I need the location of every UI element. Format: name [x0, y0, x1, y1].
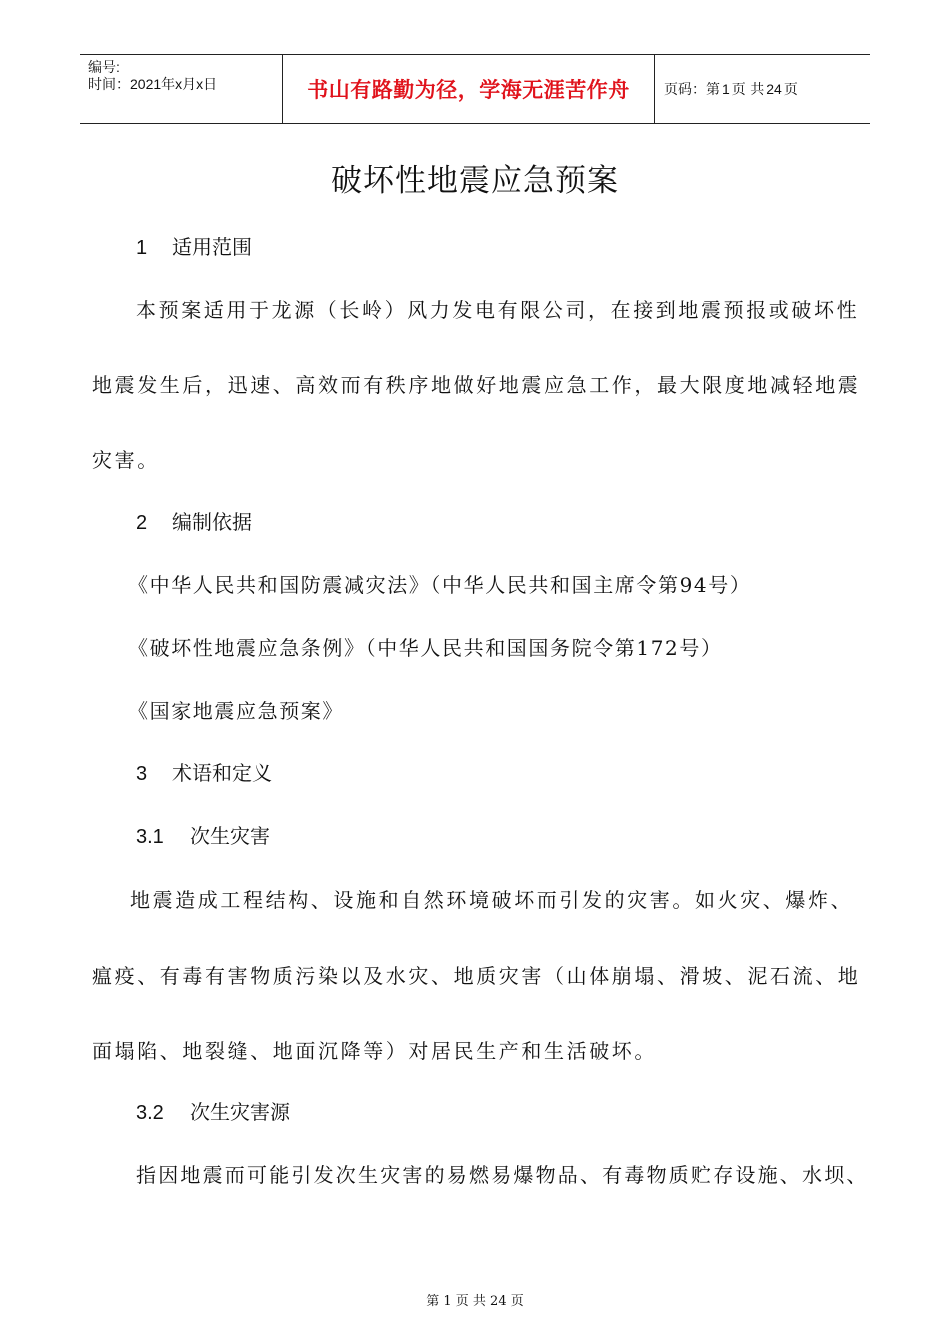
section-number: 1 — [136, 237, 148, 259]
page-number: 1 — [722, 81, 730, 97]
section-number: 3 — [136, 763, 148, 785]
header-page-info — [655, 55, 870, 123]
header-table — [80, 54, 870, 124]
time-label: 时间：2021年x月x日 — [88, 76, 218, 92]
paragraph-line: 指因地震而可能引发次生灾害的易燃易爆物品、有毒物质贮存设施、水坝、 — [136, 1163, 869, 1187]
paragraph-line: 本预案适用于龙源（长岭）风力发电有限公司，在接到地震预报或破坏性 — [136, 298, 860, 322]
section-heading-3 — [136, 759, 272, 788]
document-title: 破坏性地震应急预案 — [331, 163, 619, 199]
paragraph-line: 灾害。 — [92, 448, 160, 472]
number-label: 编号: — [88, 59, 120, 75]
section-title: 适用范围 — [172, 235, 252, 259]
section-number: 3.2 — [136, 1102, 164, 1124]
page-suffix: 页 — [783, 82, 798, 98]
section-title: 次生灾害源 — [190, 1100, 290, 1124]
section-heading-3-1 — [136, 822, 270, 851]
paragraph-line: 地震发生后，迅速、高效而有秩序地做好地震应急工作，最大限度地减轻地震 — [92, 373, 861, 397]
reference-item: 《中华人民共和国防震减灾法》（中华人民共和国主席令第94号） — [128, 573, 752, 597]
section-title: 编制依据 — [172, 510, 252, 534]
paragraph-line: 面塌陷、地裂缝、地面沉降等）对居民生产和生活破坏。 — [92, 1039, 657, 1063]
section-heading-2 — [136, 508, 252, 537]
header-motto: 书山有路勤为径，学海无涯苦作舟 — [282, 55, 655, 123]
page-total: 24 — [766, 81, 782, 97]
paragraph-line: 地震造成工程结构、设施和自然环境破坏而引发的灾害。如火灾、爆炸、 — [130, 888, 854, 912]
section-heading-3-2 — [136, 1098, 290, 1127]
page-prefix: 页码：第 — [664, 82, 720, 98]
reference-item: 《破坏性地震应急条例》（中华人民共和国国务院令第172号） — [128, 636, 723, 660]
page-mid: 页 共 — [731, 82, 765, 98]
section-heading-1 — [136, 233, 252, 262]
section-number: 2 — [136, 512, 148, 534]
reference-item: 《国家地震应急预案》 — [128, 699, 344, 723]
paragraph-line: 瘟疫、有毒有害物质污染以及水灾、地质灾害（山体崩塌、滑坡、泥石流、地 — [92, 964, 861, 988]
header-meta — [80, 55, 282, 123]
section-number: 3.1 — [136, 826, 164, 848]
section-title: 次生灾害 — [190, 824, 270, 848]
page-footer: 第 1 页 共 24 页 — [426, 1294, 524, 1309]
section-title: 术语和定义 — [172, 761, 272, 785]
